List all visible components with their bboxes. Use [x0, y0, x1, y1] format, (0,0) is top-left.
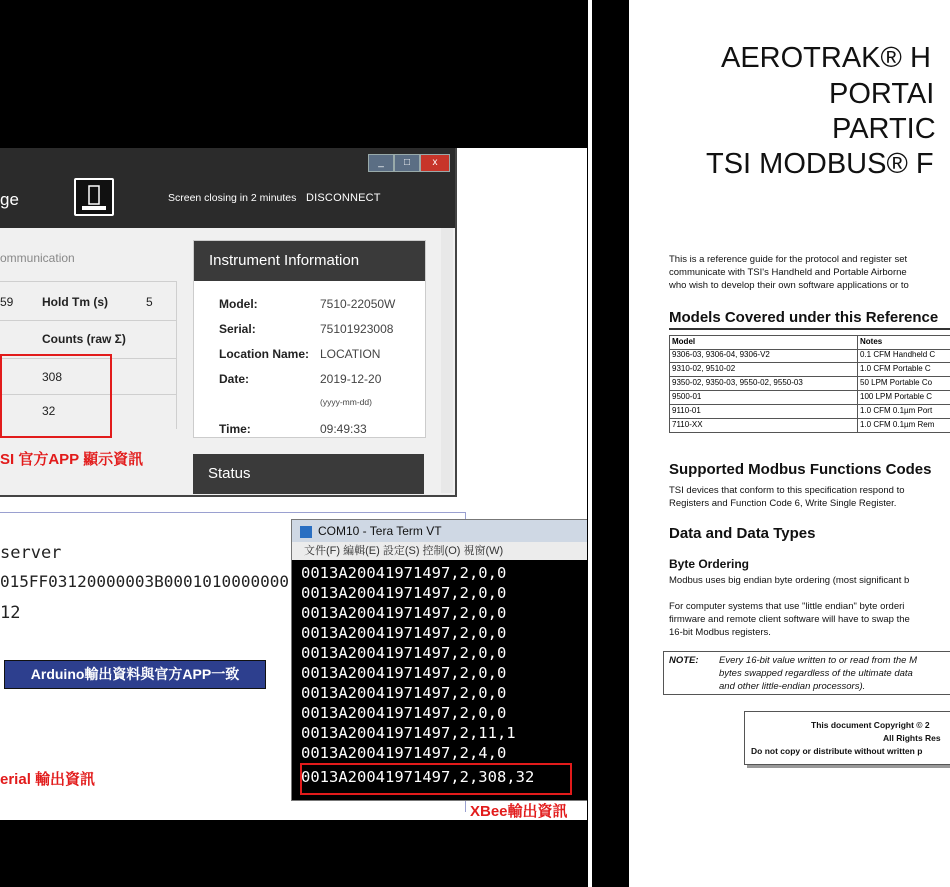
table-row — [669, 405, 950, 419]
col-separator — [857, 336, 858, 349]
highlight-box — [300, 763, 572, 795]
copyright-box — [744, 711, 950, 765]
intro-line-2: communicate with TSI's Handheld and Portable Airborne — [669, 267, 907, 278]
instrument-info-panel — [193, 240, 426, 438]
terminal-line: 0013A20041971497,2,0,0 — [301, 604, 507, 622]
byte-heading: Byte Ordering — [669, 557, 750, 571]
heading-rule — [669, 328, 950, 330]
col-separator — [857, 405, 858, 418]
serial-line-1: server — [0, 543, 62, 563]
computer-line-2: firmware and remote client software will have to swap the — [669, 614, 910, 625]
app-title: ge — [0, 190, 19, 209]
terminal-line: 0013A20041971497,2,308,32 — [301, 768, 535, 786]
terminal-line: 0013A20041971497,2,11,1 — [301, 724, 516, 742]
data-heading: Data and Data Types — [669, 525, 816, 542]
terminal-line: 0013A20041971497,2,0,0 — [301, 644, 507, 662]
model-cell: 9110-01 — [672, 406, 701, 415]
copyright-line-2: All Rights Res — [883, 733, 941, 743]
counts-label: Counts (raw Σ) — [42, 332, 126, 346]
model-cell: 7110-XX — [672, 420, 703, 429]
model-cell: 9500-01 — [672, 392, 702, 401]
table-border — [176, 281, 177, 429]
notes-cell: 100 LPM Portable C — [860, 392, 933, 401]
terminal-line: 0013A20041971497,2,4,0 — [301, 744, 507, 762]
table-header-row — [669, 335, 950, 350]
highlight-box — [0, 354, 112, 438]
doc-title-line-3: PARTIC — [832, 113, 936, 145]
terminal-line: 0013A20041971497,2,0,0 — [301, 684, 507, 702]
notes-cell: 1.0 CFM 0.1µm Rem — [860, 420, 935, 429]
byte-text: Modbus uses big endian byte ordering (most significant b — [669, 575, 910, 586]
laptop-icon — [74, 178, 114, 216]
note-line-2: bytes swapped regardless of the ultimate data — [719, 668, 913, 679]
scrollbar[interactable] — [441, 228, 453, 493]
table-divider — [0, 320, 177, 321]
date-format: (yyyy-mm-dd) — [320, 397, 372, 407]
notes-cell: 1.0 CFM Portable C — [860, 364, 931, 373]
table-row — [669, 377, 950, 391]
communication-label: ommunication — [0, 251, 75, 265]
tera-term-menu-items[interactable]: 文件(F) 編輯(E) 設定(S) 控制(O) 視窗(W) — [304, 545, 504, 557]
col-header-notes: Notes — [860, 337, 883, 346]
note-label: NOTE: — [669, 655, 699, 666]
terminal-line: 0013A20041971497,2,0,0 — [301, 564, 507, 582]
terminal-icon — [300, 526, 312, 538]
tera-term-title-bar — [292, 520, 587, 542]
table-row — [669, 349, 950, 363]
terminal-line: 0013A20041971497,2,0,0 — [301, 624, 507, 642]
col-separator — [857, 377, 858, 390]
notes-cell: 50 LPM Portable Co — [860, 378, 933, 387]
disconnect-button[interactable]: DISCONNECT — [306, 192, 381, 204]
close-button[interactable]: x — [420, 154, 450, 172]
date-value: 2019-12-20 — [320, 372, 382, 386]
functions-line-2: Registers and Function Code 6, Write Single Register. — [669, 498, 897, 509]
serial-line-2: 015FF03120000003B0001010000000 — [0, 572, 289, 591]
intro-line-3: who wish to develop their own software applications or to — [669, 280, 909, 291]
computer-line-1: For computer systems that use "little endian" byte orderi — [669, 601, 905, 612]
count-value-2: 32 — [42, 404, 56, 418]
arduino-label: Arduino輸出資料與官方APP一致 — [4, 660, 266, 689]
table-row — [669, 363, 950, 377]
tera-term-menu[interactable] — [292, 542, 587, 560]
notes-cell: 1.0 CFM 0.1µm Port — [860, 406, 933, 415]
location-value: LOCATION — [320, 347, 381, 361]
location-label: Location Name: — [219, 347, 310, 361]
minimize-button[interactable]: _ — [368, 154, 394, 172]
col-separator — [857, 349, 858, 362]
window-controls — [368, 154, 450, 172]
screen-closing-text: Screen closing in 2 minutes — [168, 192, 297, 204]
tera-term-window — [291, 519, 587, 801]
status-title: Status — [193, 454, 424, 494]
copyright-line-3: Do not copy or distribute without written p — [751, 746, 923, 756]
arduino-label-box — [0, 660, 267, 689]
note-box — [663, 651, 950, 695]
intro-line-1: This is a reference guide for the protocol and register set — [669, 254, 908, 265]
terminal-line: 0013A20041971497,2,0,0 — [301, 584, 507, 602]
models-heading: Models Covered under this Reference — [669, 309, 939, 326]
table-divider — [0, 281, 177, 282]
app-caption: SI 官方APP 顯示資訊 — [0, 451, 144, 468]
time-value: 09:49:33 — [320, 422, 367, 436]
model-cell: 9306-03, 9306-04, 9306-V2 — [672, 350, 770, 359]
doc-title-line-2: PORTAI — [829, 78, 935, 110]
model-cell: 9350-02, 9350-03, 9550-02, 9550-03 — [672, 378, 803, 387]
serial-caption: erial 輸出資訊 — [0, 771, 96, 788]
tera-term-title: COM10 - Tera Term VT — [318, 524, 442, 538]
hold-tm-value: 5 — [146, 295, 153, 309]
functions-line-1: TSI devices that conform to this specification respond to — [669, 485, 905, 496]
col-header-model: Model — [672, 337, 696, 346]
terminal-line: 0013A20041971497,2,0,0 — [301, 664, 507, 682]
maximize-button[interactable]: □ — [394, 154, 420, 172]
count-value-1: 308 — [42, 370, 63, 384]
divider — [0, 512, 465, 513]
doc-title-line-1: AEROTRAK® H — [721, 42, 931, 74]
model-cell: 9310-02, 9510-02 — [672, 364, 736, 373]
hold-tm-label: Hold Tm (s) — [42, 295, 108, 309]
modbus-document-page — [629, 0, 950, 887]
copyright-line-1: This document Copyright © 2 — [811, 720, 930, 730]
tsi-app-window — [0, 148, 457, 497]
note-line-3: and other little-endian processors). — [719, 681, 866, 692]
date-label: Date: — [219, 372, 250, 386]
time-label: Time: — [219, 422, 251, 436]
left-screenshot-panel — [0, 148, 587, 820]
terminal-line: 0013A20041971497,2,0,0 — [301, 704, 507, 722]
model-value: 7510-22050W — [320, 297, 396, 311]
left-value: 59 — [0, 295, 14, 309]
app-header — [0, 148, 455, 228]
panel-divider — [588, 0, 592, 887]
col-separator — [857, 363, 858, 376]
table-row — [669, 391, 950, 405]
laptop-icon-svg — [76, 180, 112, 214]
serial-value: 75101923008 — [320, 322, 394, 336]
serial-label: Serial: — [219, 322, 256, 336]
col-separator — [857, 419, 858, 432]
functions-heading: Supported Modbus Functions Codes — [669, 461, 932, 478]
col-separator — [857, 391, 858, 404]
instrument-info-title: Instrument Information — [194, 241, 425, 281]
note-line-1: Every 16-bit value written to or read from the M — [719, 655, 917, 666]
serial-line-3: 12 — [0, 603, 21, 623]
xbee-caption: XBee輸出資訊 — [470, 803, 568, 820]
computer-line-3: 16-bit Modbus registers. — [669, 627, 771, 638]
table-row — [669, 419, 950, 433]
model-label: Model: — [219, 297, 258, 311]
doc-title-line-4: TSI MODBUS® F — [706, 148, 934, 180]
notes-cell: 0.1 CFM Handheld C — [860, 350, 936, 359]
